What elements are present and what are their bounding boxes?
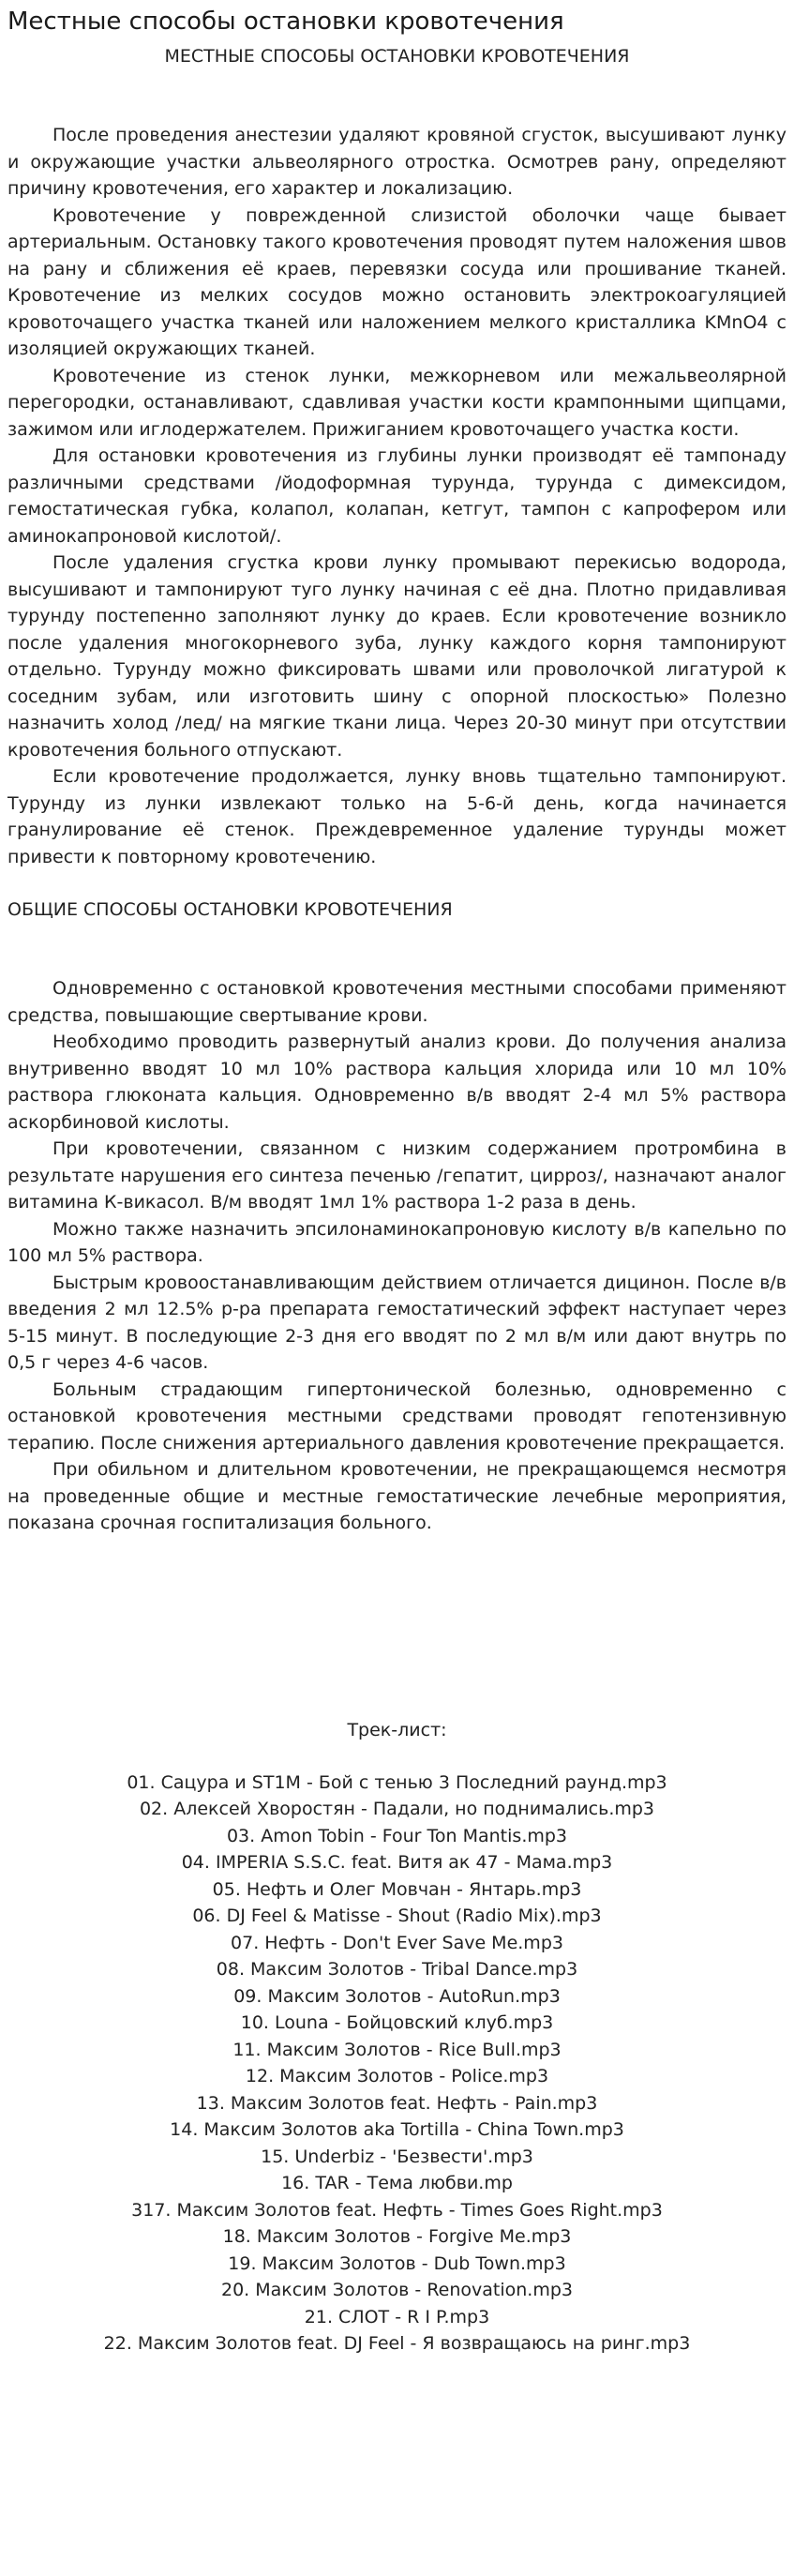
track-item: 21. СЛОТ - R I P.mp3 — [304, 2306, 490, 2327]
track-item: 10. Louna - Бойцовский клуб.mp3 — [240, 2012, 554, 2033]
general-section-body — [7, 975, 787, 1537]
track-item: 22. Максим Золотов feat. DJ Feel - Я возвращаюсь на ринг.mp3 — [103, 2333, 691, 2354]
general-section-heading: ОБЩИЕ СПОСОБЫ ОСТАНОВКИ КРОВОТЕЧЕНИЯ — [7, 899, 453, 920]
track-item: 19. Максим Золотов - Dub Town.mp3 — [228, 2252, 566, 2274]
paragraph: При обильном и длительном кровотечении, не прекращающемся несмотря на проведенные общие и местные гемостатические лечебные мероприятия, показана срочная госпитализация больного. — [7, 1459, 787, 1533]
track-item: 02. Алексей Хворостян - Падали, но поднимались.mp3 — [139, 1799, 655, 1819]
paragraph: Одновременно с остановкой кровотечения местными способами применяют средства, повышающие свертывание крови. — [7, 978, 787, 1026]
local-section-body — [7, 122, 787, 870]
track-item: 05. Нефть и Олег Мовчан - Янтарь.mp3 — [212, 1878, 582, 1900]
track-item: 09. Максим Золотов - AutoRun.mp3 — [233, 1985, 561, 2007]
paragraph: Для остановки кровотечения из глубины лунки производят её тампонаду различными средствами /йодоформная турунда, турунда с димексидом, гемостатическая губка, колапол, колапан, кетгут, тампон с капрофером или аминокапроновой кислотой/. — [7, 445, 787, 547]
track-item: 08. Максим Золотов - Tribal Dance.mp3 — [216, 1959, 578, 1980]
paragraph: Необходимо проводить развернутый анализ крови. До получения анализа внутривенно вводят 10 мл 10% раствора кальция хлорида или 10 мл 10% раствора глюконата кальция. Одновременно в/в вводят 2-4 мл 5% раствора аскорбиновой кислоты. — [7, 1032, 787, 1133]
paragraph: Кровотечение из стенок лунки, межкорневом или межальвеолярной перегородки, останавливают, сдавливая участки кости крампонными щипцами, зажимом или иглодержателем. Прижиганием кровоточащего участка кости. — [7, 365, 787, 440]
paragraph: Больным страдающим гипертонической болезнью, одновременно с остановкой кровотечения местными средствами проводят гепотензивную терапию. После снижения артериального давления кровотечение прекращается. — [7, 1378, 787, 1454]
track-item: 317. Максим Золотов feat. Нефть - Times Goes Right.mp3 — [131, 2199, 663, 2221]
track-item: 15. Underbiz - 'Безвести'.mp3 — [261, 2146, 533, 2167]
track-item: 20. Максим Золотов - Renovation.mp3 — [220, 2280, 574, 2300]
track-item: 16. TAR - Тема любви.mp — [281, 2173, 513, 2193]
track-item: 03. Amon Tobin - Four Ton Mantis.mp3 — [226, 1825, 568, 1846]
track-item: 07. Нефть - Don't Ever Save Me.mp3 — [231, 1932, 563, 1953]
track-item: 18. Максим Золотов - Forgive Me.mp3 — [222, 2226, 572, 2247]
track-item: 04. IMPERIA S.S.C. feat. Витя ак 47 - Мама.mp3 — [181, 1852, 613, 1873]
paragraph: После удаления сгустка крови лунку промывают перекисью водорода, высушивают и тампонируют тугo лунку начиная с её дна. Плотно придавливая турунду постепенно заполняют лунку до краев. Если кровотечение возникло после удаления многокорневого зуба, лунку каждого корня тампонируют отдельно. Турунду можно фиксировать швами или проволочкой лигатурой к соседним зубам, или изготовить шину с опорной плоскостью» Полезно назначить холод /лед/ на мягкие ткани лица. Через 20-30 минут при отсутствии кровотечения больного отпускают. — [7, 552, 787, 761]
local-section-heading: МЕСТНЫЕ СПОСОБЫ ОСТАНОВКИ КРОВОТЕЧЕНИЯ — [164, 46, 630, 67]
track-item: 01. Сацура и ST1M - Бой с тенью 3 Последний раунд.mp3 — [127, 1771, 667, 1793]
page-title: Местные способы остановки кровотечения — [7, 8, 564, 36]
paragraph: Быстрым кровоостанавливающим действием отличается дицинон. После в/в введения 2 мл 12.5% р-ра препарата гемостатический эффект наступает через 5-15 минут. В последующие 2-3 дня его вводят по 2 мл в/м или дают внутрь по 0,5 г через 4-6 часов. — [7, 1272, 787, 1373]
tracklist — [7, 1770, 787, 2358]
paragraph: Кровотечение у поврежденной слизистой оболочки чаще бывает артериальным. Остановку такого кровотечения проводят путем наложения швов на рану и сближения её краев, перевязки сосуда или прошивание тканей. Кровотечение из мелких сосудов можно остановить электрокоагуляцией кровоточащего участка тканей или наложением мелкого кристаллика KMnO4 с изоляцией окружающих тканей. — [7, 204, 787, 359]
track-item: 06. DJ Feel & Matisse - Shout (Radio Mix).mp3 — [192, 1906, 602, 1926]
paragraph: Если кровотечение продолжается, лунку вновь тщательно тампонируют. Турунду из лунки извлекают только на 5-6-й день, когда начинается гранулирование её стенок. Преждевременное удаление турунды может привести к повторному кровотечению. — [7, 766, 787, 867]
tracklist-title: Трек-лист: — [347, 1719, 447, 1740]
paragraph: При кровотечении, связанном с низким содержанием протромбина в результате нарушения его синтеза печенью /гепатит, цирроз/, назначают аналог витамина К-викасол. В/м вводят 1мл 1% раствора 1-2 раза в день. — [7, 1138, 787, 1213]
track-item: 13. Максим Золотов feat. Нефть - Pain.mp3 — [196, 2092, 598, 2114]
track-item: 14. Максим Золотов aka Tortilla - China Town.mp3 — [170, 2119, 624, 2140]
track-item: 11. Максим Золотов - Rice Bull.mp3 — [232, 2039, 562, 2060]
track-item: 12. Максим Золотов - Police.mp3 — [245, 2066, 549, 2086]
paragraph: После проведения анестезии удаляют кровяной сгусток, высушивают лунку и окружающие участки альвеолярного отростка. Осмотрев рану, определяют причину кровотечения, его характер и локализацию. — [7, 125, 787, 199]
paragraph: Можно также назначить эпсилонаминокапроновую кислоту в/в капельно по 100 мл 5% раствора. — [7, 1218, 787, 1266]
